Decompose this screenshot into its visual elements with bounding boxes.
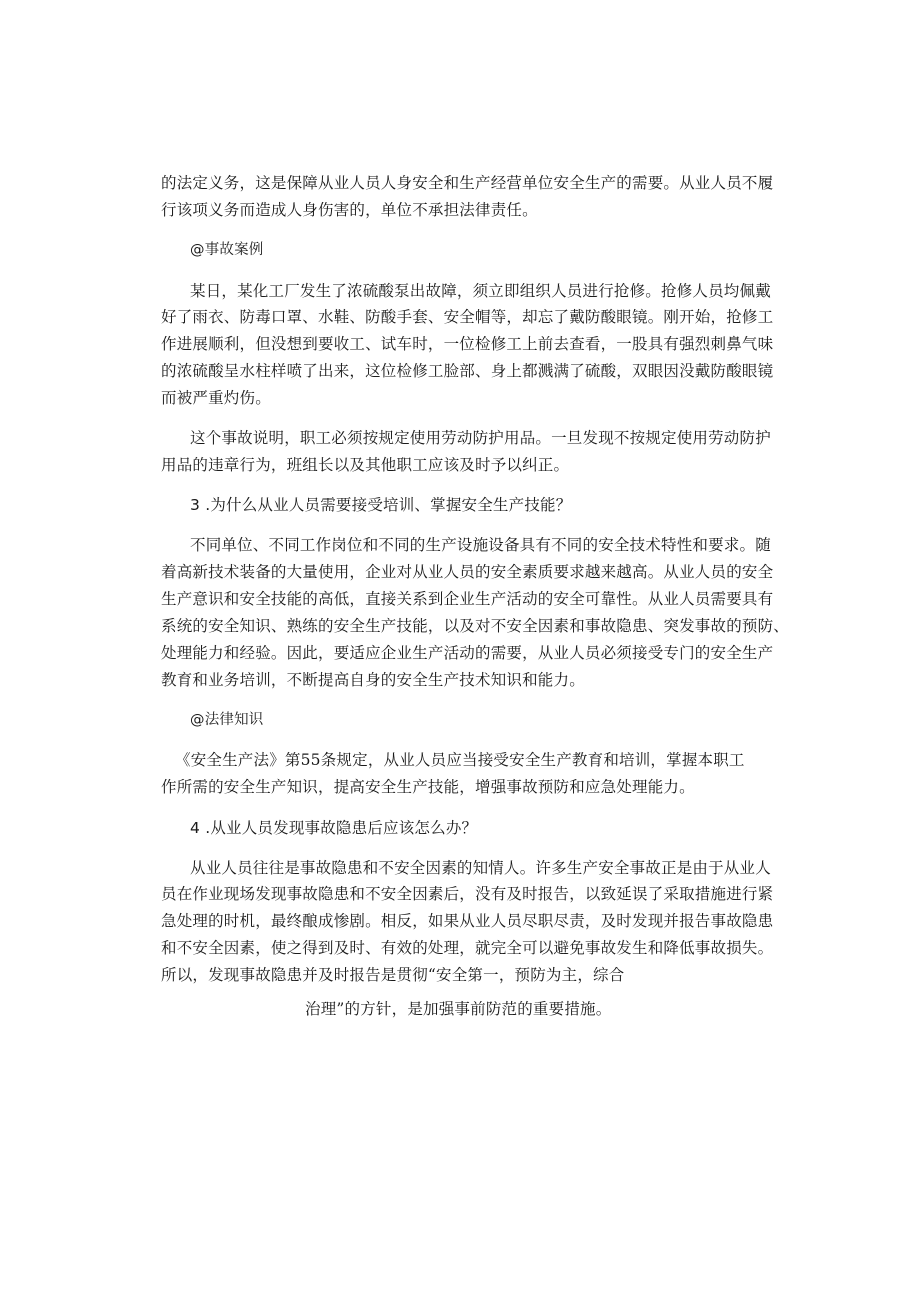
accident-case-label: @事故案例 xyxy=(190,242,264,258)
paragraph-4-line-6: 教育和业务培训，不断提高自身的安全生产技术知识和能力。 xyxy=(161,671,585,689)
paragraph-3-line-2: 用品的违章行为，班组长以及其他职工应该及时予以纠正。 xyxy=(161,456,570,474)
paragraph-4-line-1: 不同单位、不同工作岗位和不同的生产设施设备具有不同的安全技术特性和要求。随 xyxy=(190,536,771,554)
paragraph-1-line-1: 的法定义务，这是保障从业人员人身安全和生产经营单位安全生产的需要。从业人员不履 xyxy=(161,174,774,192)
paragraph-2-line-2: 好了雨衣、防毒口罩、水鞋、防酸手套、安全帽等，却忘了戴防酸眼镜。刚开始，抢修工 xyxy=(161,308,774,326)
paragraph-4-line-3: 生产意识和安全技能的高低，直接关系到企业生产活动的安全可靠性。从业人员需要具有 xyxy=(161,590,774,608)
paragraph-2-line-1: 某日，某化工厂发生了浓硫酸泵出故障，须立即组织人员进行抢修。抢修人员均佩戴 xyxy=(190,282,771,300)
paragraph-4-line-2: 着高新技术装备的大量使用，企业对从业人员的安全素质要求越来越高。从业人员的安全 xyxy=(161,563,774,581)
paragraph-6-line-4: 和不安全因素，使之得到及时、有效的处理，就完全可以避免事故发生和降低事故损失。 xyxy=(161,939,774,957)
paragraph-5-line-2: 作所需的安全生产知识，提高安全生产技能，增强事故预防和应急处理能力。 xyxy=(161,778,695,796)
paragraph-2-line-3: 作进展顺利，但没想到要收工、试车时，一位检修工上前去查看，一股具有强烈刺鼻气味 xyxy=(161,335,774,353)
paragraph-6-line-2: 员在作业现场发现事故隐患和不安全因素后，没有及时报告，以致延误了采取措施进行紧 xyxy=(161,885,774,903)
paragraph-2-line-4: 的浓硫酸呈水柱样喷了出来，这位检修工脸部、身上都溅满了硫酸，双眼因没戴防酸眼镜 xyxy=(161,362,774,380)
question-4-heading: 4 .从业人员发现事故隐患后应该怎么办？ xyxy=(190,819,478,837)
paragraph-3-line-1: 这个事故说明，职工必须按规定使用劳动防护用品。一旦发现不按规定使用劳动防护 xyxy=(190,429,771,447)
paragraph-6-line-3: 急处理的时机，最终酿成惨剧。相反，如果从业人员尽职尽责，及时发现并报告事故隐患 xyxy=(161,912,774,930)
paragraph-4-line-5: 处理能力和经验。因此，要适应企业生产活动的需要，从业人员必须接受专门的安全生产 xyxy=(161,644,774,662)
paragraph-6-line-1: 从业人员往往是事故隐患和不安全因素的知情人。许多生产安全事故正是由于从业人 xyxy=(190,859,771,877)
paragraph-1-line-2: 行该项义务而造成人身伤害的，单位不承担法律责任。 xyxy=(161,201,538,219)
paragraph-2-line-5: 而被严重灼伤。 xyxy=(161,389,271,407)
question-3-heading: 3 .为什么从业人员需要接受培训、掌握安全生产技能？ xyxy=(190,496,572,514)
paragraph-6-line-5: 所以，发现事故隐患并及时报告是贯彻“安全第一，预防为主，综合 xyxy=(161,966,625,984)
paragraph-6-line-6: 治理”的方针，是加强事前防范的重要措施。 xyxy=(305,1000,612,1018)
paragraph-4-line-4: 系统的安全知识、熟练的安全生产技能，以及对不安全因素和事故隐患、突发事故的预防、 xyxy=(161,617,790,635)
paragraph-5-line-1: 《安全生产法》第55条规定，从业人员应当接受安全生产教育和培训，掌握本职工 xyxy=(175,751,745,769)
law-knowledge-label: @法律知识 xyxy=(190,712,264,728)
